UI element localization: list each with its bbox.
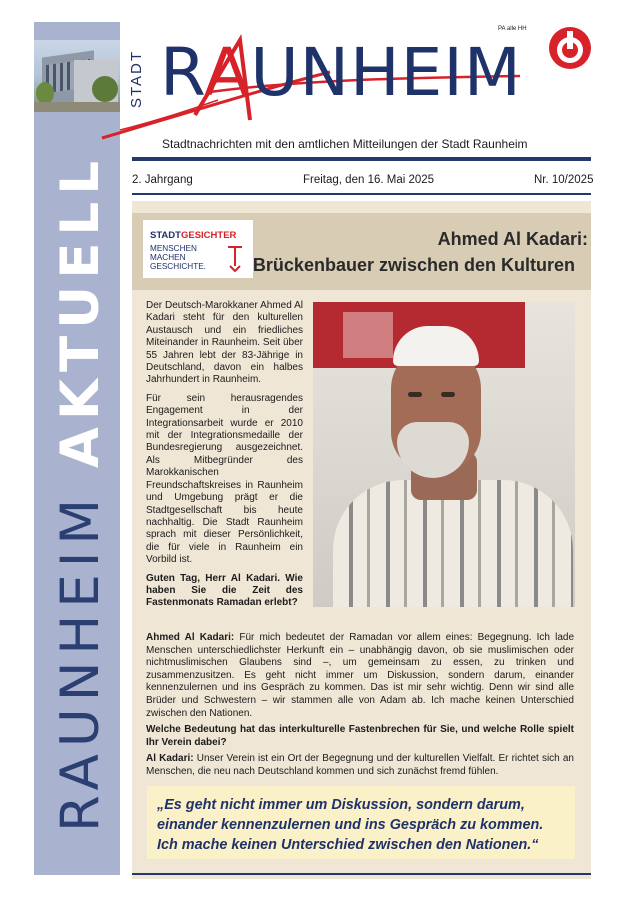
series-logo-line2: MENSCHEN [150, 244, 197, 253]
answer-1-speaker: Ahmed Al Kadari: [146, 632, 235, 643]
masthead-subtitle: Stadtnachrichten mit den amtlichen Mitteilungen der Stadt Raunheim [162, 137, 528, 151]
logo-stadt-label: STADT [128, 49, 145, 108]
answer-2 [146, 753, 574, 778]
series-logo-line3: MACHEN [150, 253, 186, 262]
issue-number: Nr. 10/2025 [534, 174, 594, 186]
series-logo-stadt: STADT [150, 230, 181, 241]
meta-rule [132, 193, 591, 195]
sidebar-title [50, 154, 111, 832]
question-1: Guten Tag, Herr Al Kadari. Wie haben Sie die Zeit des Fastenmonats Ramadan erlebt? [146, 572, 303, 609]
answer-2-text: Unser Verein ist ein Ort der Begegnung und der kulturellen Vielfalt. Er richtet sich an Menschen, die neu nach Deutschland kommen und sich zunächst fremd fühlen. [146, 753, 574, 777]
masthead-logo [160, 34, 522, 111]
pull-quote-box [147, 786, 575, 859]
logo-letter-r: R [160, 34, 205, 111]
intro-paragraph-2: Für sein herausragendes Engagement in der Integrationsarbeit wurde er 2010 mit der Integrationsmedaille der Bundesregierung ausgezeichnet. Als Mitbegründer des Marokkanischen Freundschaftskreises in Raunheim und Umgebung prägt er die Stadtgesellschaft bis heute nachhaltig. Die Stadt Raunheim sprach mit dieser Persönlichkeit, die für viele in Raunheim ein Vorbild ist. [146, 392, 303, 566]
pull-quote: „Es geht nicht immer um Diskussion, sondern darum, einander kennenzulernen und ins Gespräch zu kommen. Ich mache keinen Unterschied zwischen den Nationen.“ [157, 797, 544, 853]
portrait-photo [313, 302, 575, 607]
headline-name: Ahmed Al Kadari: [437, 229, 588, 249]
distribution-label: PA alle HH [498, 26, 527, 32]
logo-letters-unheim: UNHEIM [250, 34, 522, 111]
question-2: Welche Bedeutung hat das interkulturelle Fastenbrechen für Sie, und welche Rolle spielt Ihr Verein dabei? [146, 724, 574, 748]
interview-body [146, 632, 574, 783]
answer-1 [146, 632, 574, 720]
headline-subtitle: Brückenbauer zwischen den Kulturen [252, 255, 575, 275]
issue-date: Freitag, den 16. Mai 2025 [303, 174, 435, 186]
series-logo-gesichter: GESICHTER [180, 230, 237, 241]
answer-1-text: Für mich bedeutet der Ramadan vor allem eines: Begegnung. Ich lade Menschen unterschiedlichster Herkunft ein – unabhängig davon, ob sie muslimischen oder nichtmuslimischen Glaubens sind –, um gemeinsam zu essen, zu trinken und zusammenzusitzen. Es geht nicht immer um Diskussion, sondern darum, einander kennenzulernen und ins Gespräch zu kommen. Das ist mir sehr wichtig. Denn wir sind alle Brüder und Schwestern – wir stammen alle von Adam ab. Ich mache keinen Unterschied zwischen den Nationen. [146, 632, 575, 719]
sidebar-title-part2: AKTUELL [50, 154, 111, 469]
answer-2-speaker: Al Kadari: [146, 753, 194, 765]
header-rule [132, 157, 591, 161]
sidebar-title-part1: RAUNHEIM [50, 491, 111, 832]
city-emblem-icon [547, 25, 593, 71]
series-logo-line4: GESCHICHTE. [150, 262, 206, 271]
logo-letter-a: A [204, 34, 251, 111]
intro-column [146, 300, 303, 610]
issue-volume: 2. Jahrgang [132, 174, 193, 186]
stadtgesichter-logo [143, 220, 253, 278]
intro-paragraph-1: Der Deutsch-Marokkaner Ahmed Al Kadari steht für den kulturellen Austausch und ein friedliches Miteinander in Raunheim. Seit über 55 Jahren lebt der 83-Jährige in Deutschland, davon ein halbes Jahrhundert in Raunheim. [146, 300, 303, 386]
footer-rule [132, 873, 591, 875]
